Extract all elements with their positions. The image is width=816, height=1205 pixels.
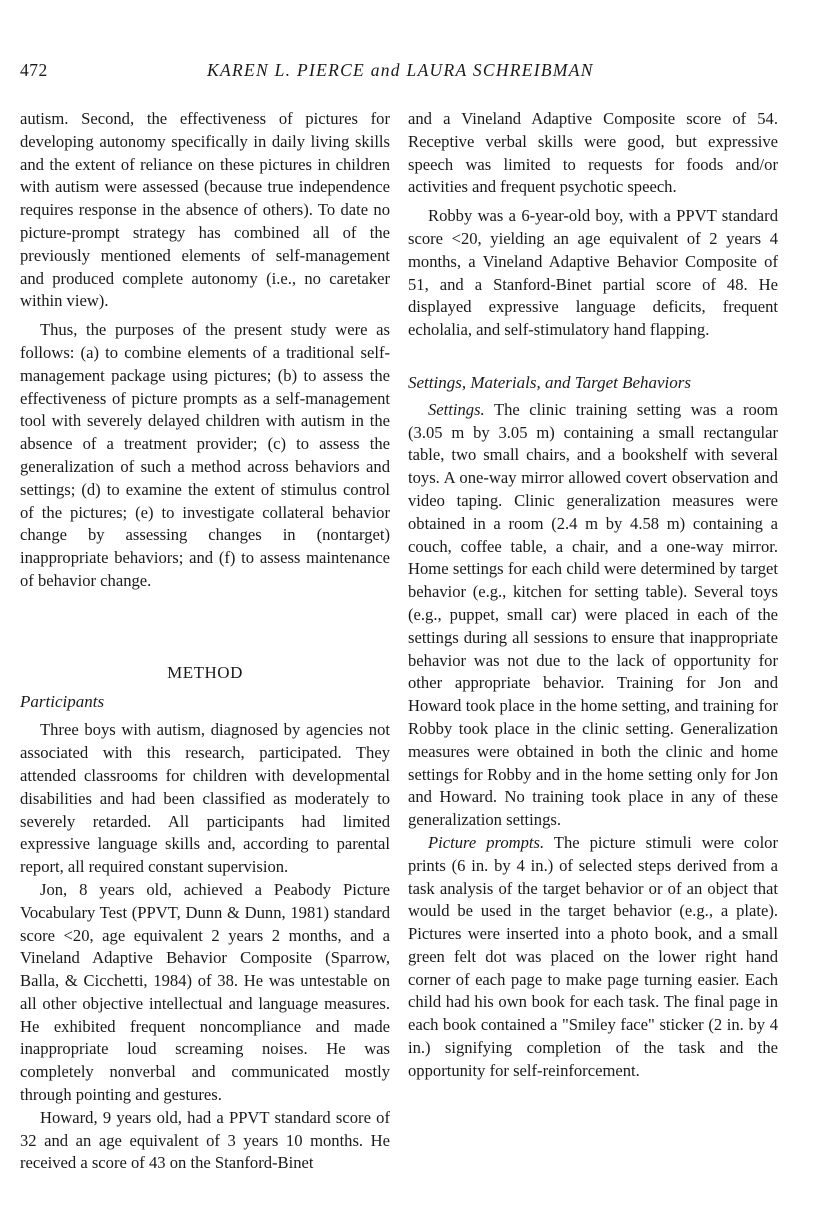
participants-heading: Participants [20,691,105,711]
paragraph: Howard, 9 years old, had a PPVT standard score of 32 and an age equivalent of 3 years 10 months. He received a score of 43 on the Stanford-Binet [20,1107,390,1173]
paragraph: Jon, 8 years old, achieved a Peabody Picture Vocabulary Test (PPVT, Dunn & Dunn, 1981) standard score <20, age equivalent 2 years 2 months, and a Vineland Adaptive Behavior Composite (Sparrow, Balla, & Cicchetti, 1984) of 38. He was untestable on all other objective intellectual and language measures. He exhibited frequent noncompliance and made inappropriate loud screaming noises. He was completely nonverbal and communicated mostly through pointing and gestures. [20,879,390,1105]
running-head: KAREN L. PIERCE and LAURA SCHREIBMAN [207,60,594,80]
right-column [408,108,778,1083]
paragraph: Three boys with autism, diagnosed by agencies not associated with this research, participated. They attended classrooms for children with developmental disabilities and had been classified as moderately to severely retarded. All participants had limited expressive language skills and, according to parental report, all required constant supervision. [20,720,390,877]
picture-prompts-text: The picture stimuli were color prints (6 in. by 4 in.) of selected steps derived from a task analysis of the target behavior or of an object that would be used in the target behavior (e.g., a plate). Pictures were inserted into a photo book, and a small green felt dot was placed on the lower right hand corner of each page to make page turning easier. Each child had his own book for each task. The final page in each book contained a "Smiley face" sticker (2 in. by 4 in.) signifying completion of the task and the opportunity for self-reinforcement. [408,832,779,1080]
paragraph: and a Vineland Adaptive Composite score of 54. Receptive verbal skills were good, but expressive speech was limited to requests for foods and/or activities and frequent psychotic speech. [408,109,778,197]
paragraph: autism. Second, the effectiveness of pictures for developing autonomy specifically in daily living skills and the extent of reliance on these pictures in children with autism were assessed (because true independence requires response in the absence of others). To date no picture-prompt strategy has combined all of the previously mentioned elements of self-management and produced complete autonomy (i.e., no caretaker within view). [20,109,390,311]
section-heading: Settings, Materials, and Target Behaviors [408,372,692,392]
settings-paragraph [408,399,778,832]
page-number: 472 [20,60,48,80]
left-column [20,108,390,1175]
picture-prompts-paragraph [408,832,778,1083]
settings-label: Settings. [428,399,485,419]
page-header [20,60,796,88]
settings-text: The clinic training setting was a room (3.05 m by 3.05 m) containing a small rectangular table, two small chairs, and a bookshelf with several toys. A one-way mirror allowed covert observation and video taping. Clinic generalization measures were obtained in a room (2.4 m by 4.58 m) containing a couch, coffee table, a chair, and a one-way mirror. Home settings for each child were determined by target behavior (e.g., kitchen for setting table). Several toys (e.g., puppet, small car) were placed in each of the settings during all sessions to ensure that inappropriate behavior was not due to the lack of opportunity for other appropriate behavior. Training for Jon and Howard took place in the home setting, and training for Robby took place in the clinic setting. Generalization measures were obtained in both the clinic and home settings for Robby and in the home setting only for Jon and Howard. No training took place in any of these generalization settings. [408,399,778,830]
method-heading: METHOD [167,662,243,682]
paragraph: Thus, the purposes of the present study were as follows: (a) to combine elements of a traditional self-management package using pictures; (b) to assess the effectiveness of picture prompts as a self-management tool with severely delayed children with autism in the absence of a treatment provider; (c) to assess the generalization of such a method across behaviors and settings; (d) to examine the extent of stimulus control of the pictures; (e) to investigate collateral behavior change by assessing changes in (nontarget) inappropriate behaviors; and (f) to assess maintenance of behavior change. [20,320,390,590]
paragraph: Robby was a 6-year-old boy, with a PPVT standard score <20, yielding an age equivalent of 2 years 4 months, a Vineland Adaptive Behavior Composite of 51, and a Stanford-Binet partial score of 48. He displayed expressive language deficits, frequent echolalia, and self-stimulatory hand flapping. [408,206,778,340]
picture-prompts-label: Picture prompts. [428,832,545,852]
